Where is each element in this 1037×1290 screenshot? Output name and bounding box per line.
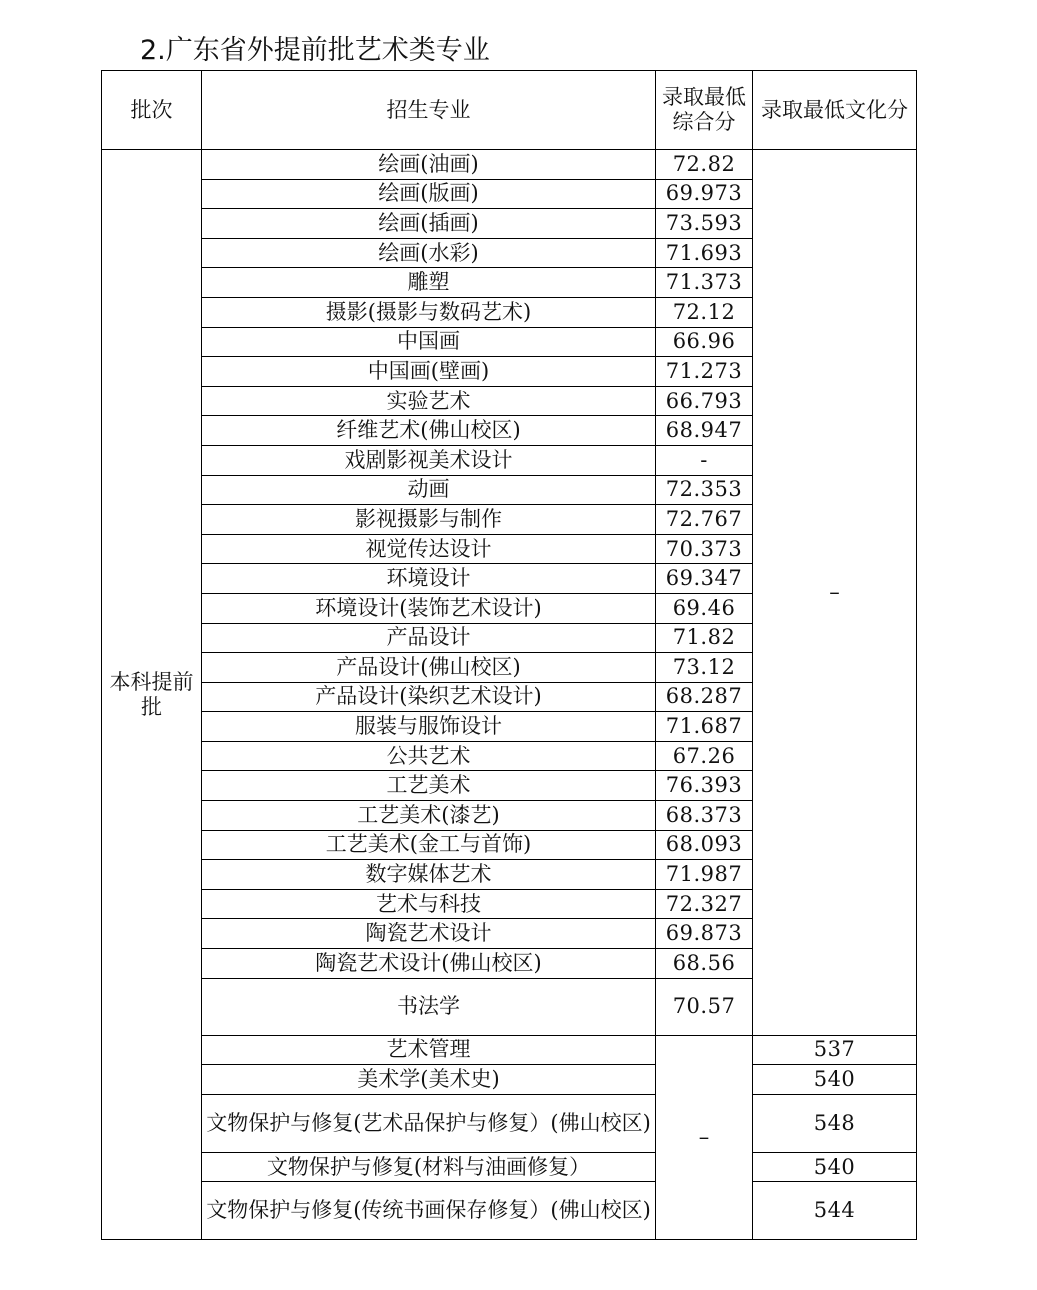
composite-score-cell: 72.12 [656,297,753,327]
major-cell: 陶瓷艺术设计(佛山校区) [202,949,656,979]
major-cell: 动画 [202,475,656,505]
composite-score-cell: 76.393 [656,771,753,801]
table-row [102,1094,917,1152]
culture-score-cell: 544 [753,1182,917,1240]
header-major: 招生专业 [202,71,656,150]
composite-score-cell: 69.46 [656,593,753,623]
composite-score-cell: 72.353 [656,475,753,505]
major-cell: 纤维艺术(佛山校区) [202,416,656,446]
composite-score-cell: 68.947 [656,416,753,446]
composite-score-cell: 71.373 [656,268,753,298]
composite-score-cell: 72.82 [656,150,753,180]
major-cell: 数字媒体艺术 [202,860,656,890]
table-row [102,150,917,180]
table-row [102,1152,917,1182]
major-cell: 产品设计 [202,623,656,653]
major-cell: 绘画(水彩) [202,238,656,268]
header-min-composite: 录取最低综合分 [656,71,753,150]
composite-score-cell: 73.12 [656,653,753,683]
composite-score-cell: 68.287 [656,682,753,712]
culture-score-cell: 548 [753,1094,917,1152]
major-cell: 文物保护与修复(艺术品保护与修复）(佛山校区) [202,1094,656,1152]
major-cell: 产品设计(佛山校区) [202,653,656,683]
composite-score-cell: 69.873 [656,919,753,949]
header-batch: 批次 [102,71,202,150]
major-cell: 绘画(版画) [202,179,656,209]
major-cell: 美术学(美术史) [202,1065,656,1095]
major-cell: 环境设计 [202,564,656,594]
composite-score-cell: 70.57 [656,978,753,1035]
major-cell: 视觉传达设计 [202,534,656,564]
major-cell: 中国画(壁画) [202,357,656,387]
composite-score-cell: - [656,445,753,475]
major-cell: 实验艺术 [202,386,656,416]
composite-score-cell: 67.26 [656,741,753,771]
table-row [102,1065,917,1095]
culture-score-cell: 537 [753,1035,917,1065]
table-row [102,1182,917,1240]
major-cell: 公共艺术 [202,741,656,771]
culture-score-cell: 540 [753,1152,917,1182]
composite-score-cell: 66.793 [656,386,753,416]
major-cell: 绘画(插画) [202,209,656,239]
major-cell: 文物保护与修复(传统书画保存修复）(佛山校区) [202,1182,656,1240]
composite-dash-cell: – [656,1035,753,1240]
composite-score-cell: 72.767 [656,505,753,535]
composite-score-cell: 68.373 [656,801,753,831]
major-cell: 工艺美术(金工与首饰) [202,830,656,860]
composite-score-cell: 71.82 [656,623,753,653]
composite-score-cell: 71.987 [656,860,753,890]
major-cell: 环境设计(装饰艺术设计) [202,593,656,623]
composite-score-cell: 71.693 [656,238,753,268]
table-header-row [102,71,917,150]
batch-cell: 本科提前批 [102,150,202,1240]
composite-score-cell: 71.687 [656,712,753,742]
major-cell: 陶瓷艺术设计 [202,919,656,949]
major-cell: 工艺美术(漆艺) [202,801,656,831]
major-cell: 雕塑 [202,268,656,298]
major-cell: 戏剧影视美术设计 [202,445,656,475]
composite-score-cell: 66.96 [656,327,753,357]
composite-score-cell: 69.973 [656,179,753,209]
header-min-culture: 录取最低文化分 [753,71,917,150]
composite-score-cell: 68.56 [656,949,753,979]
major-cell: 产品设计(染织艺术设计) [202,682,656,712]
composite-score-cell: 73.593 [656,209,753,239]
culture-score-cell: 540 [753,1065,917,1095]
major-cell: 书法学 [202,978,656,1035]
composite-score-cell: 69.347 [656,564,753,594]
composite-score-cell: 72.327 [656,889,753,919]
major-cell: 文物保护与修复(材料与油画修复） [202,1152,656,1182]
major-cell: 影视摄影与制作 [202,505,656,535]
major-cell: 工艺美术 [202,771,656,801]
composite-score-cell: 71.273 [656,357,753,387]
culture-dash-cell: – [753,150,917,1036]
admission-score-table [101,70,917,1240]
major-cell: 艺术与科技 [202,889,656,919]
page-title: 2.广东省外提前批艺术类专业 [140,35,490,66]
major-cell: 中国画 [202,327,656,357]
major-cell: 服装与服饰设计 [202,712,656,742]
major-cell: 艺术管理 [202,1035,656,1065]
major-cell: 绘画(油画) [202,150,656,180]
table-row [102,1035,917,1065]
major-cell: 摄影(摄影与数码艺术) [202,297,656,327]
composite-score-cell: 68.093 [656,830,753,860]
composite-score-cell: 70.373 [656,534,753,564]
